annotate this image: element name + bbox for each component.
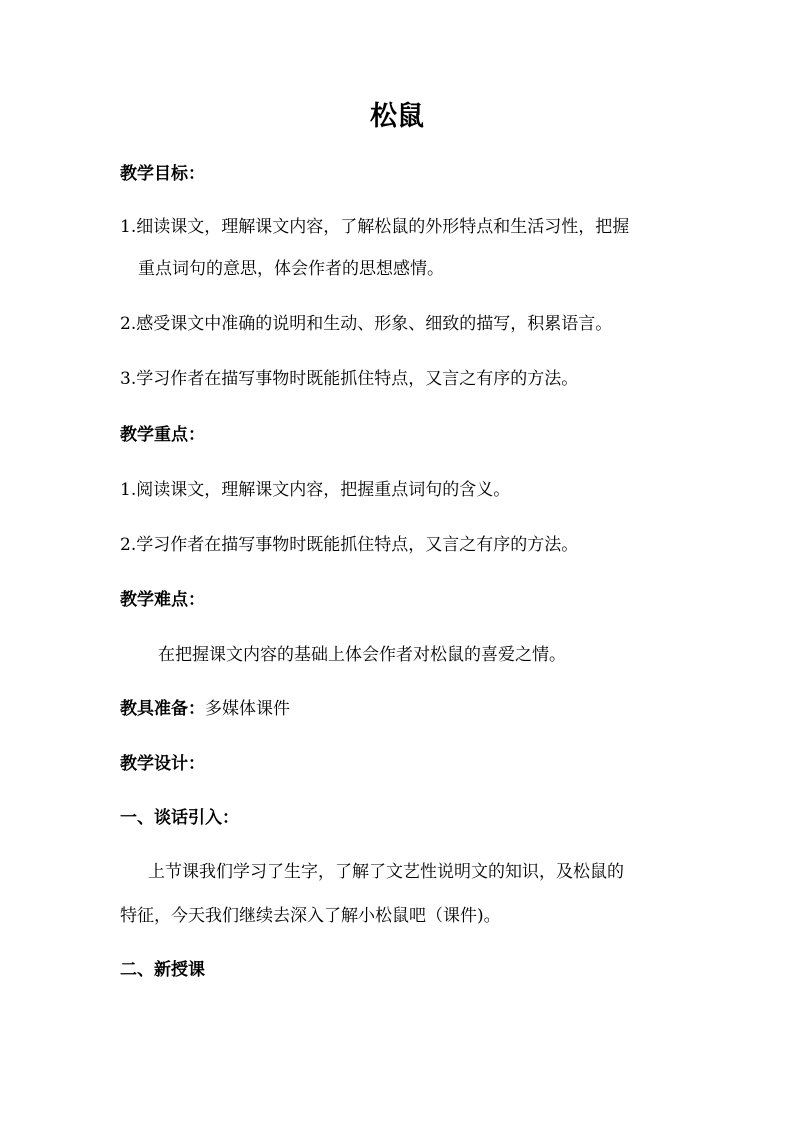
objective-2: 2.感受课文中准确的说明和生动、形象、细致的描写，积累语言。 xyxy=(120,314,613,334)
tools-value: 多媒体课件 xyxy=(205,699,290,719)
difficulty-heading: 教学难点： xyxy=(120,590,205,610)
objective-1-line-1: 1.细读课文，理解课文内容，了解松鼠的外形特点和生活习性，把握 xyxy=(120,217,630,237)
tools-line xyxy=(120,697,700,721)
objective-3: 3.学习作者在描写事物时既能抓住特点，又言之有序的方法。 xyxy=(120,369,579,389)
objective-1-line-2: 重点词句的意思，体会作者的思想感情。 xyxy=(138,259,444,279)
difficulty-text: 在把握课文内容的基础上体会作者对松鼠的喜爱之情。 xyxy=(158,645,566,665)
section-1-heading: 一、谈话引入： xyxy=(120,808,239,828)
section-2-heading: 二、新授课 xyxy=(120,960,205,980)
objectives-heading: 教学目标： xyxy=(120,164,205,184)
keypoints-heading: 教学重点： xyxy=(120,425,205,445)
design-heading: 教学设计： xyxy=(120,754,205,774)
keypoint-1: 1.阅读课文，理解课文内容，把握重点词句的含义。 xyxy=(120,480,511,500)
section-1-line-2: 特征，今天我们继续去深入了解小松鼠吧（课件)。 xyxy=(120,906,501,926)
section-1-line-1: 上节课我们学习了生字，了解了文艺性说明文的知识，及松鼠的 xyxy=(148,862,624,882)
keypoint-2: 2.学习作者在描写事物时既能抓住特点，又言之有序的方法。 xyxy=(120,535,579,555)
tools-label: 教具准备： xyxy=(120,699,205,719)
document-title: 松鼠 xyxy=(370,101,424,132)
